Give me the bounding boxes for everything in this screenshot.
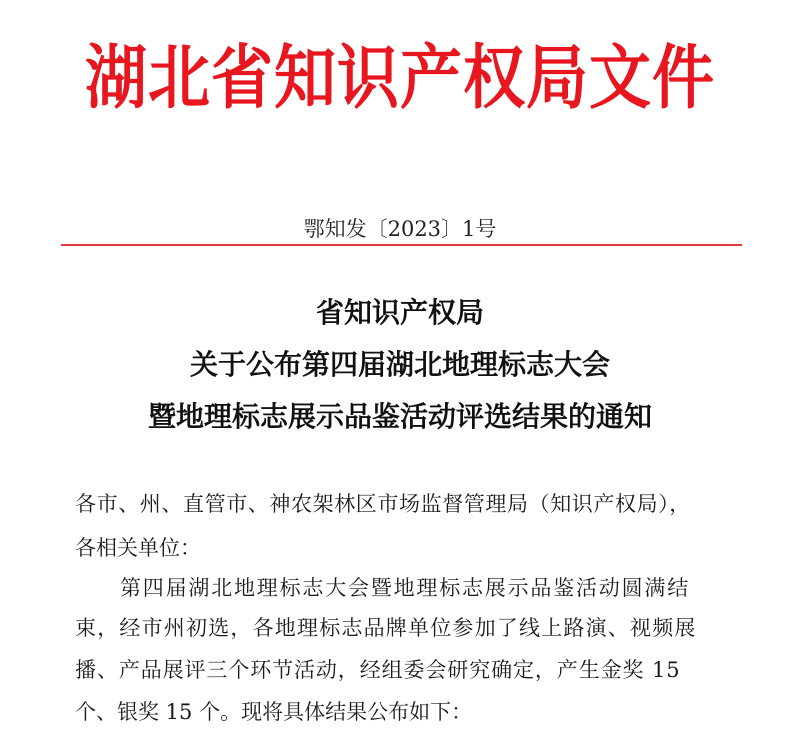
document-number: 鄂知发〔2023〕1号 (303, 217, 497, 241)
paragraph-line: 束，经市州初选，各地理标志品牌单位参加了线上路演、视频展 (75, 616, 697, 640)
paragraph-line: 第四届湖北地理标志大会暨地理标志展示品鉴活动圆满结 (120, 576, 690, 600)
addressee-line-2: 各相关单位： (75, 536, 201, 560)
paragraph-line: 播、产品展评三个环节活动，经组委会研究确定，产生金奖 15 (75, 658, 681, 682)
notice-title-line-3: 暨地理标志展示品鉴活动评选结果的通知 (147, 400, 652, 433)
paragraph-line: 个、银奖 15 个。现将具体结果公布如下： (75, 700, 473, 724)
addressee-line-1: 各市、州、直管市、神农架林区市场监督管理局（知识产权局）， (75, 492, 691, 516)
notice-title-line-2: 关于公布第四届湖北地理标志大会 (189, 348, 610, 381)
red-divider-line (61, 244, 742, 246)
notice-title-line-1: 省知识产权局 (315, 296, 484, 329)
agency-file-title: 湖北省知识产权局文件 (84, 36, 715, 119)
